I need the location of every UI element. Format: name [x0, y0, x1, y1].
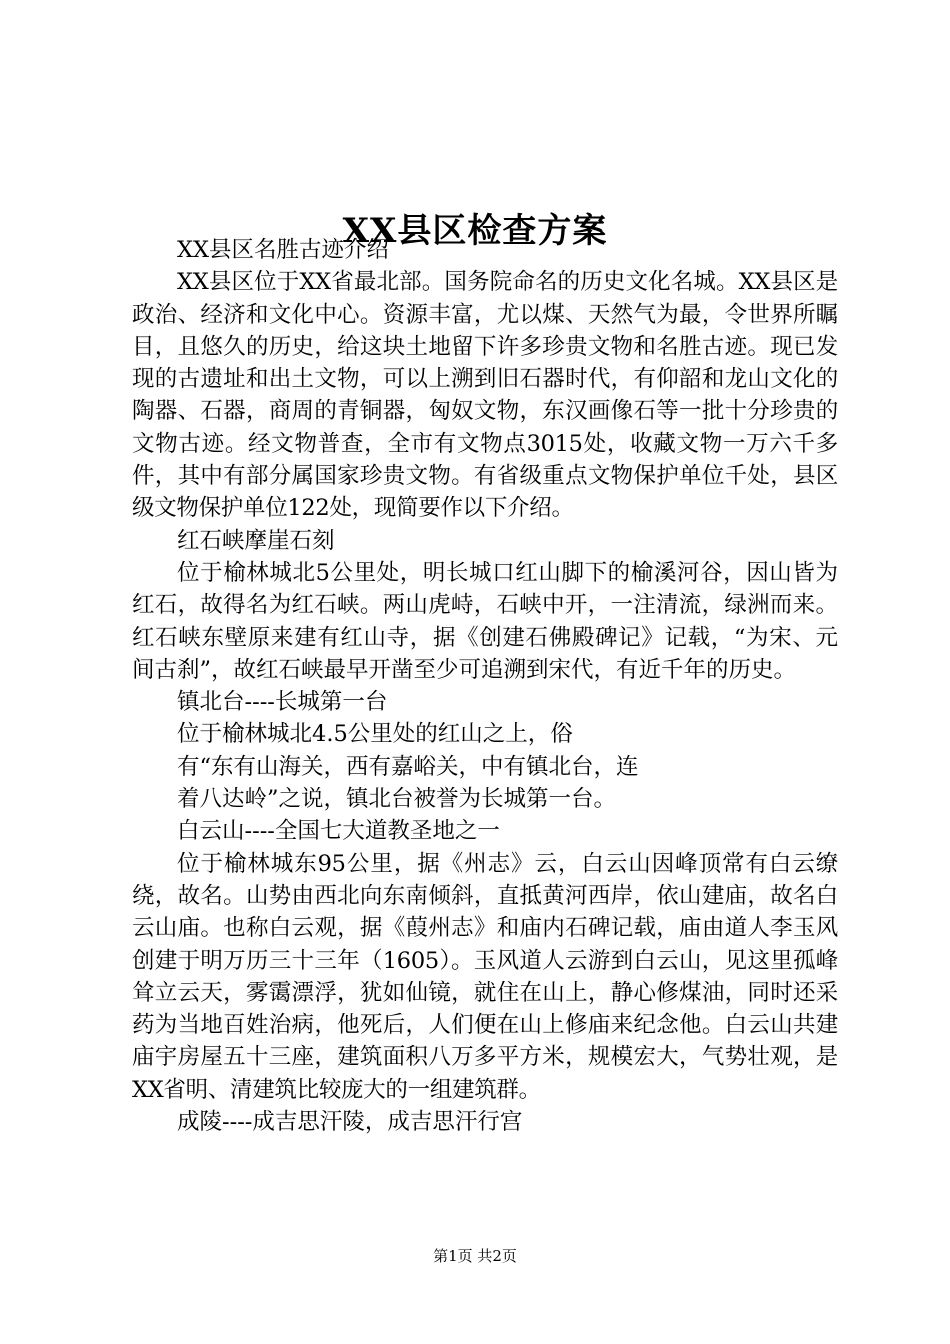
paragraph-zhenbeitai-line-1: 位于榆林城北4.5公里处的红山之上，俗: [177, 721, 573, 748]
page-footer: 第1页 共2页: [433, 1247, 517, 1265]
section-heading-intro: XX县区名胜古迹介绍: [177, 237, 390, 263]
paragraph-overview: XX县区位于XX省最北部。国务院命名的历史文化名城。XX县区是政治、经济和文化中心。资源丰富，尤以煤、天然气为最，令世界所瞩目，且悠久的历史，给这块土地留下许多珍贵文物和名胜古迹。现已发现的古遗址和出土文物，可以上溯到旧石器时代，有仰韶和龙山文化的陶器、石器，商周的青铜器，匈奴文物，东汉画像石等一批十分珍贵的文物古迹。经文物普查，全市有文物点3015处，收藏文物一万六千多件，其中有部分属国家珍贵文物。有省级重点文物保护单位千处，县区级文物保护单位122处，现简要作以下介绍。: [132, 269, 838, 522]
paragraph-zhenbeitai-line-3: 着八达岭”之说，镇北台被誉为长城第一台。: [177, 786, 617, 813]
document-title: XX县区检查方案: [342, 210, 608, 251]
section-heading-zhenbeitai: 镇北台----长城第一台: [177, 689, 388, 716]
section-heading-hongshixia: 红石峡摩崖石刻: [177, 527, 335, 554]
document-body: [132, 234, 838, 1138]
paragraph-hongshixia: 位于榆林城北5公里处，明长城口红山脚下的榆溪河谷，因山皆为红石，故得名为红石峡。两山虎峙，石峡中开，一注清流，绿洲而来。红石峡东壁原来建有红山寺，据《创建石佛殿碑记》记载，“为宋、元间古刹”，故红石峡最早开凿至少可追溯到宋代，有近千年的历史。: [132, 559, 838, 683]
section-heading-baiyunshan: 白云山----全国七大道教圣地之一: [177, 818, 500, 845]
paragraph-zhenbeitai-line-2: 有“东有山海关，西有嘉峪关，中有镇北台，连: [177, 753, 639, 780]
paragraph-baiyunshan: 位于榆林城东95公里，据《州志》云，白云山因峰顶常有白云缭绕，故名。山势由西北向东南倾斜，直抵黄河西岸，依山建庙，故名白云山庙。也称白云观，据《葭州志》和庙内石碑记载，庙由道人李玉风创建于明万历三十三年（1605）。玉风道人云游到白云山，见这里孤峰耸立云天，雾霭漂浮，犹如仙镜，就住在山上，静心修煤油，同时还采药为当地百姓治病，他死后，人们便在山上修庙来纪念他。白云山共建庙宇房屋五十三座，建筑面积八万多平方米，规模宏大，气势壮观，是XX省明、清建筑比较庞大的一组建筑群。: [132, 850, 838, 1103]
section-heading-chengling: 成陵----成吉思汗陵，成吉思汗行宫: [177, 1109, 523, 1136]
